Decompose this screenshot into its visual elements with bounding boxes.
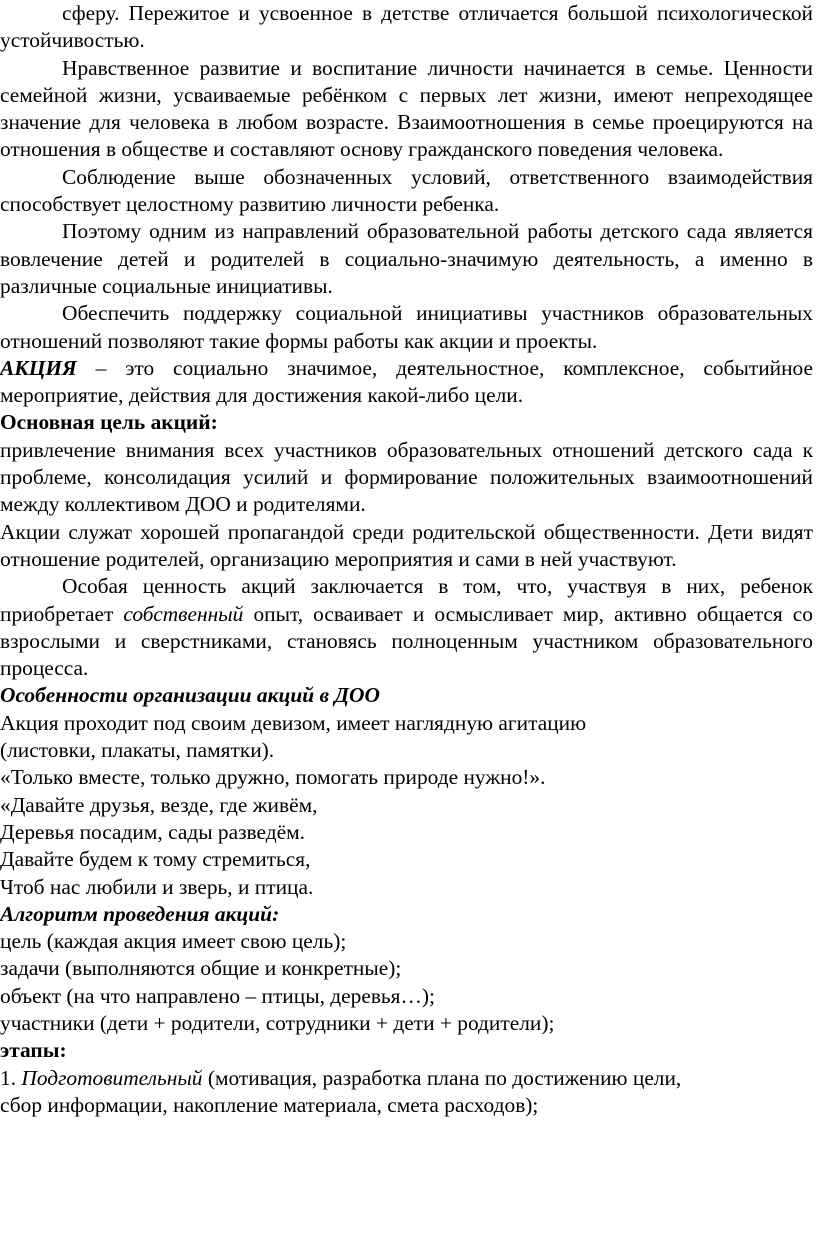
poem-line-3: Давайте будем к тому стремиться, (0, 847, 311, 872)
features-heading: Особенности организации акций в ДОО (0, 683, 380, 708)
stage-1-line-2: сбор информации, накопление материала, смета расходов); (0, 1092, 539, 1117)
paragraph-support: Обеспечить поддержку социальной инициативы участников образовательных отношений позволяют такие формы работы как акции и проекты. (0, 301, 813, 353)
akcia-definition-text: – это социально значимое, деятельностное, комплексное, событийное мероприятие, действия для достижения какой-либо цели. (0, 355, 813, 408)
poem-line-4: Чтоб нас любили и зверь, и птица. (0, 874, 314, 899)
stage-1-number: 1. (0, 1065, 22, 1090)
algorithm-item-goal: цель (каждая акция имеет свою цель); (0, 929, 347, 954)
motto-line-1: Акция проходит под своим девизом, имеет наглядную агитацию (0, 710, 587, 735)
paragraph-continuation: сферу. Пережитое и усвоенное в детстве отличается большой психологической устойчивостью. (0, 1, 813, 53)
goal-heading: Основная цель акций: (0, 410, 218, 435)
value-italic-word: собственный (123, 601, 244, 626)
value-paragraph (0, 573, 813, 682)
paragraph-moral-development: Нравственное развитие и воспитание личности начинается в семье. Ценности семейной жизни, усваиваемые ребёнком с первых лет жизни, имеют непреходящее значение для человека в любом возрасте. Взаимоотношения в семье проецируются на отношения в обществе и составляют основу гражданского поведения человека. (0, 55, 813, 162)
algorithm-item-participants: участники (дети + родители, сотрудники + дети + родители); (0, 1010, 555, 1035)
algorithm-item-object: объект (на что направлено – птицы, деревья…); (0, 983, 435, 1008)
promo-text: Акции служат хорошей пропагандой среди родительской общественности. Дети видят отношение родителей, организацию мероприятия и сами в ней участвуют. (0, 519, 813, 571)
slogan: «Только вместе, только дружно, помогать природе нужно!». (0, 765, 546, 790)
stages-heading: этапы: (0, 1038, 67, 1063)
stage-1-line-1 (0, 1065, 813, 1092)
algorithm-item-tasks: задачи (выполняются общие и конкретные); (0, 956, 402, 981)
stage-1-description: (мотивация, разработка плана по достижению цели, (202, 1065, 682, 1090)
poem-line-1: «Давайте друзья, везде, где живём, (0, 792, 318, 817)
motto-line-2: (листовки, плакаты, памятки). (0, 738, 275, 763)
akcia-term: АКЦИЯ (0, 355, 77, 380)
goal-text: привлечение внимания всех участников образовательных отношений детского сада к проблеме, консолидация усилий и формирование положительных взаимоотношений между коллективом ДОО и родителями. (0, 437, 813, 517)
value-text-start: Особая ценность акций заключается в том, что, участвуя в них, ребенок приобретает (0, 574, 813, 626)
algorithm-heading: Алгоритм проведения акций: (0, 901, 280, 926)
akcia-definition (0, 355, 813, 410)
paragraph-conditions: Соблюдение выше обозначенных условий, ответственного взаимодействия способствует целостному развитию личности ребенка. (0, 164, 813, 217)
stage-1-name: Подготовительный (21, 1065, 203, 1090)
value-text-end: опыт, осваивает и осмысливает мир, активно общается со взрослыми и сверстниками, становясь полноценным участником образовательного процесса. (0, 601, 813, 681)
poem-line-2: Деревья посадим, сады разведём. (0, 819, 306, 844)
paragraph-directions: Поэтому одним из направлений образовательной работы детского сада является вовлечение детей и родителей в социально-значимую деятельность, а именно в различные социальные инициативы. (0, 219, 813, 298)
